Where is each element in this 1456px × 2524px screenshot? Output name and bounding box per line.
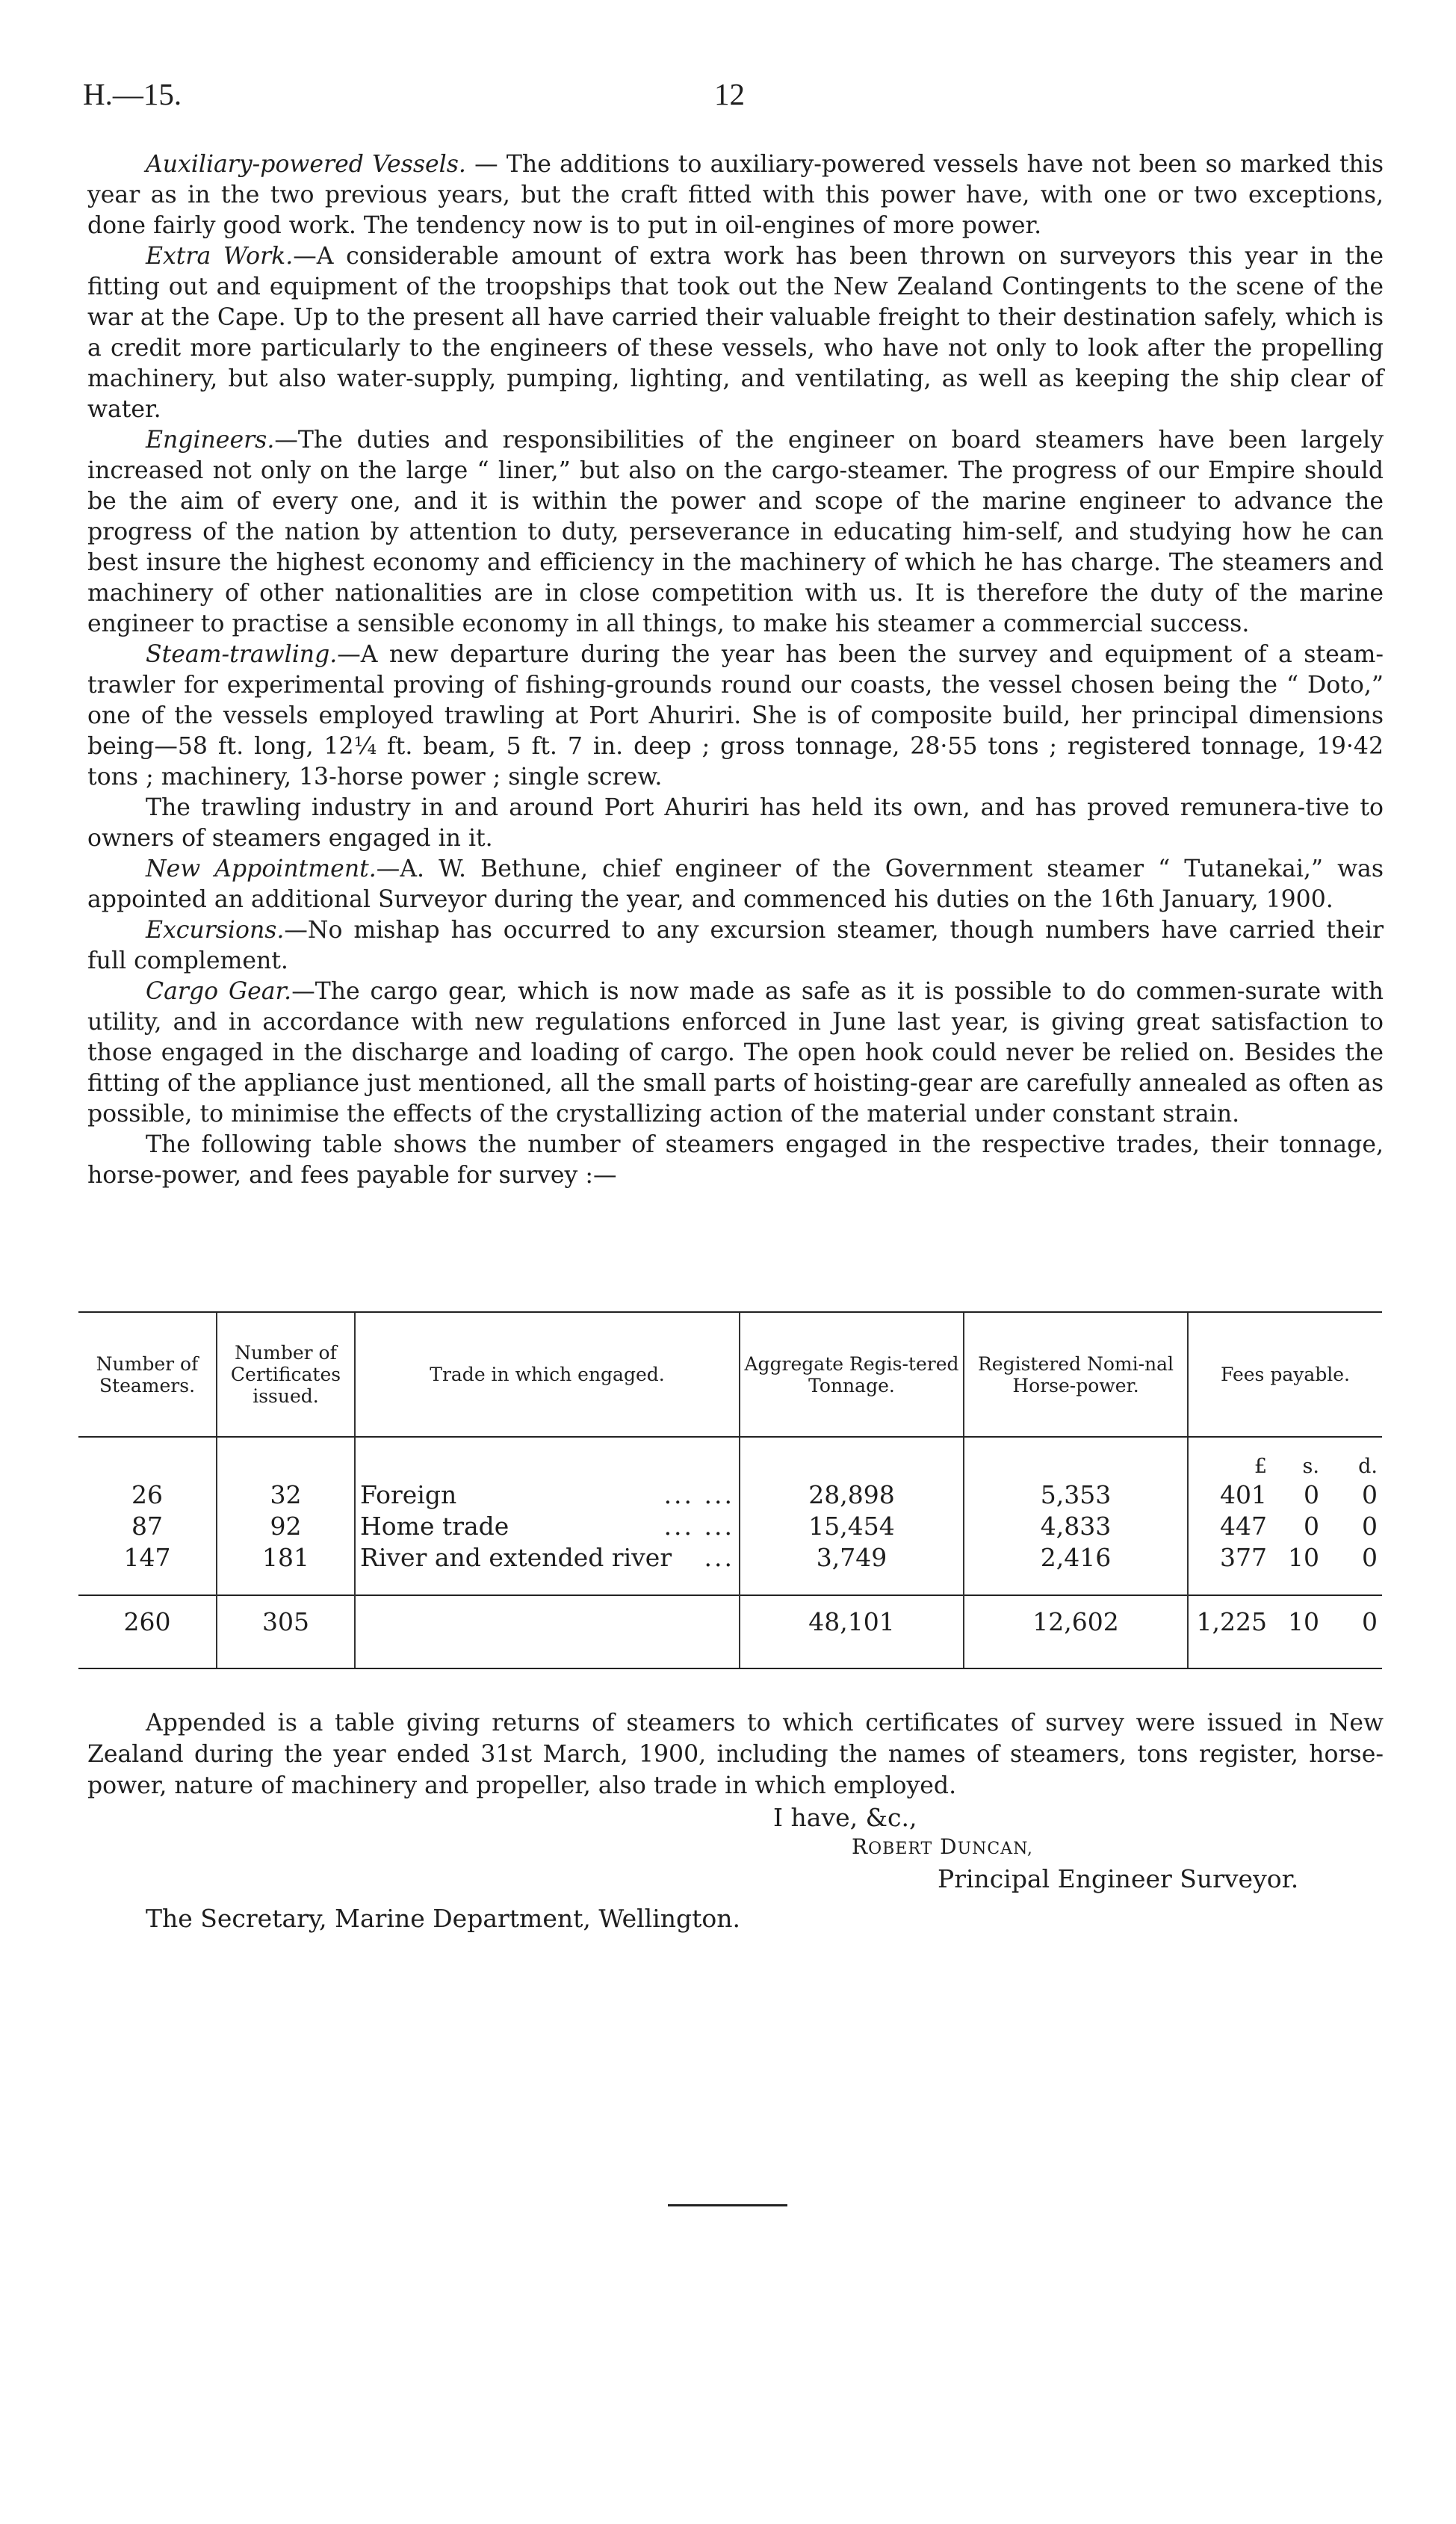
document-reference: H.—15. — [83, 77, 182, 111]
paragraph-heading: Extra Work. — [146, 243, 294, 270]
unit-pence: d. — [1358, 1455, 1378, 1478]
header-trade: Trade in which engaged. — [355, 1312, 740, 1437]
paragraph-extra-work: Extra Work.—A considerable amount of extra work has been thrown on surveyors this year in the fitting out and equipment of the troopships that took out the New Zealand Contingents to the scene of the war at the Cape. Up to the present all have carried their valuable freight to their destination safely, which is a credit more particularly to the engineers of these vessels, who have not only to look after the propelling machinery, but also water-supply, pumping, lighting, and ventilating, as well as keeping the ship clear of water. — [87, 243, 1384, 423]
paragraph-text: A considerable amount of extra work has been thrown on surveyors this year in the fitting out and equipment of the troopships that took out the New Zealand Contingents to the scene of the war at the Cape. Up to the present all have carried their valuable freight to their destination safely, which is a credit more particularly to the engineers of these vessels, who have not only to look after the propelling machinery, but also water-supply, pumping, lighting, and ventilating, as well as keeping the ship clear of water. — [87, 243, 1384, 423]
trade-name: River and extended river — [360, 1543, 672, 1572]
paragraph-cargo-gear: Cargo Gear.—The cargo gear, which is now made as safe as it is possible to do commen-surate with utility, and in accordance with new regulations enforced in June last year, is giving great satisfaction to those engaged in the discharge and loading of cargo. The open hook could never be relied on. Besides the fitting of the appliance just mentioned, all the small parts of hoisting-gear are carefully annealed as often as possible, to minimise the effects of the crystallizing action of the material under constant strain. — [87, 978, 1384, 1128]
header-tonnage: Aggregate Regis-tered Tonnage. — [740, 1312, 964, 1437]
paragraph-heading: Auxiliary-powered Vessels. — [146, 151, 466, 178]
table-units-row — [78, 1437, 1382, 1479]
paragraph-auxiliary-vessels: Auxiliary-powered Vessels. — The additions to auxiliary-powered vessels have not been so marked this year as in the two previous years, but the craft fitted with this power have, with one or two exceptions, done fairly good work. The tendency now is to put in oil-engines of more power. — [87, 151, 1384, 239]
unit-shillings: s. — [1302, 1455, 1319, 1478]
report-body — [87, 149, 1384, 1191]
paragraph-text: No mishap has occurred to any excursion steamer, though numbers have carried their full complement. — [87, 917, 1384, 974]
paragraph-text: The additions to auxiliary-powered vessels have not been so marked this year as in the two previous years, but the craft fitted with this power have, with one or two exceptions, done fairly good work. The tendency now is to put in oil-engines of more power. — [87, 151, 1384, 239]
header-fees: Fees payable. — [1188, 1312, 1382, 1437]
header-certificates: Number of Certificates issued. — [217, 1312, 355, 1437]
addressee: The Secretary, Marine Department, Wellington. — [146, 1904, 741, 1933]
paragraph-heading: New Appointment. — [146, 856, 377, 882]
paragraph-heading: Cargo Gear. — [146, 978, 292, 1005]
paragraph-text: The trawling industry in and around Port Ahuriri has held its own, and has proved remunera-tive to owners of steamers engaged in it. — [87, 794, 1384, 852]
leader-dots: ... — [704, 1543, 734, 1572]
signature-title: Principal Engineer Surveyor. — [938, 1864, 1299, 1893]
signature-salutation: I have, &c., — [773, 1803, 917, 1832]
paragraph-trawling-industry — [87, 793, 1384, 854]
table-spacer — [78, 1574, 1382, 1595]
paragraph-text: The cargo gear, which is now made as safe as it is possible to do commen-surate with utility, and in accordance with new regulations enforced in June last year, is giving great satisfaction to those engaged in the discharge and loading of cargo. The open hook could never be relied on. Besides the fitting of the appliance just mentioned, all the small parts of hoisting-gear are carefully annealed as often as possible, to minimise the effects of the crystallizing action of the material under constant strain. — [87, 978, 1384, 1128]
paragraph-excursions: Excursions.—No mishap has occurred to any excursion steamer, though numbers have carried their full complement. — [87, 917, 1384, 974]
header-horsepower: Registered Nomi-nal Horse-power. — [964, 1312, 1188, 1437]
paragraph-text: A. W. Bethune, chief engineer of the Government steamer “ Tutanekai,” was appointed an additional Surveyor during the year, and commenced his duties on the 16th January, 1900. — [87, 856, 1384, 913]
closing-rule — [668, 2204, 787, 2206]
table-row: 147 181 River and extended river ... 3,749 2,416 377 10 0 — [123, 1543, 1378, 1572]
paragraph-heading: Engineers. — [146, 427, 275, 454]
table-row: 87 92 Home trade ... ... 15,454 4,833 447 0 0 — [131, 1512, 1378, 1541]
paragraph-steam-trawling: Steam-trawling.—A new departure during the year has been the survey and equipment of a steam-trawler for experimental proving of fishing-grounds round our coasts, the vessel chosen being the “ Doto,” one of the vessels employed trawling at Port Ahuriri. She is of composite build, her principal dimensions being—58 ft. long, 12¼ ft. beam, 5 ft. 7 in. deep ; gross tonnage, 28·55 tons ; registered tonnage, 19·42 tons ; machinery, 13-horse power ; single screw. — [87, 641, 1384, 791]
table-total-row: 260 305 48,101 12,602 1,225 10 0 — [78, 1595, 1382, 1668]
appended-paragraph: Appended is a table giving returns of steamers to which certificates of survey were issued in New Zealand during the year ended 31st March, 1900, including the names of steamers, tons register, horse-power, nature of machinery and propeller, also trade in which employed. — [87, 1710, 1384, 1799]
table-row: 26 32 Foreign ... ... 28,898 5,353 401 0 0 — [131, 1480, 1378, 1509]
paragraph-text: A new departure during the year has been the survey and equipment of a steam-trawler for experimental proving of fishing-grounds round our coasts, the vessel chosen being the “ Doto,” one of the vessels employed trawling at Port Ahuriri. She is of composite build, her principal dimensions being—58 ft. long, 12¼ ft. beam, 5 ft. 7 in. deep ; gross tonnage, 28·55 tons ; registered tonnage, 19·42 tons ; machinery, 13-horse power ; single screw. — [87, 641, 1384, 791]
paragraph-text: The following table shows the number of steamers engaged in the respective trades, their tonnage, horse-power, and fees payable for survey :— — [87, 1131, 1384, 1189]
leader-dots: ... ... — [663, 1480, 734, 1509]
steamers-fees-table — [78, 1311, 1382, 1669]
paragraph-heading: Excursions. — [146, 917, 285, 944]
trade-name: Foreign — [360, 1480, 457, 1509]
leader-dots: ... ... — [663, 1512, 734, 1541]
header-steamers: Number of Steamers. — [78, 1312, 217, 1437]
trade-name: Home trade — [360, 1512, 509, 1541]
page-number: 12 — [714, 77, 745, 111]
paragraph-new-appointment: New Appointment.—A. W. Bethune, chief engineer of the Government steamer “ Tutanekai,” was appointed an additional Surveyor during the year, and commenced his duties on the 16th January, 1900. — [87, 856, 1384, 913]
paragraph-engineers: Engineers.—The duties and responsibilities of the engineer on board steamers have been largely increased not only on the large “ liner,” but also on the cargo-steamer. The progress of our Empire should be the aim of every one, and it is within the power and scope of the marine engineer to advance the progress of the nation by attention to duty, perseverance in educating him-self, and studying how he can best insure the highest economy and efficiency in the machinery of which he has charge. The steamers and machinery of other nationalities are in close competition with us. It is therefore the duty of the marine engineer to practise a sensible economy in all things, to make his steamer a commercial success. — [87, 427, 1384, 637]
signature-name: ROBERT DUNCAN, — [852, 1834, 1033, 1859]
unit-pounds: £ — [1188, 1437, 1271, 1479]
paragraph-table-intro — [87, 1130, 1384, 1191]
paragraph-text: The duties and responsibilities of the engineer on board steamers have been largely increased not only on the large “ liner,” but also on the cargo-steamer. The progress of our Empire should be the aim of every one, and it is within the power and scope of the marine engineer to advance the progress of the nation by attention to duty, perseverance in educating him-self, and studying how he can best insure the highest economy and efficiency in the machinery of which he has charge. The steamers and machinery of other nationalities are in close competition with us. It is therefore the duty of the marine engineer to practise a sensible economy in all things, to make his steamer a commercial success. — [87, 427, 1384, 637]
paragraph-heading: Steam-trawling. — [146, 641, 338, 668]
table-header-row — [78, 1312, 1382, 1437]
